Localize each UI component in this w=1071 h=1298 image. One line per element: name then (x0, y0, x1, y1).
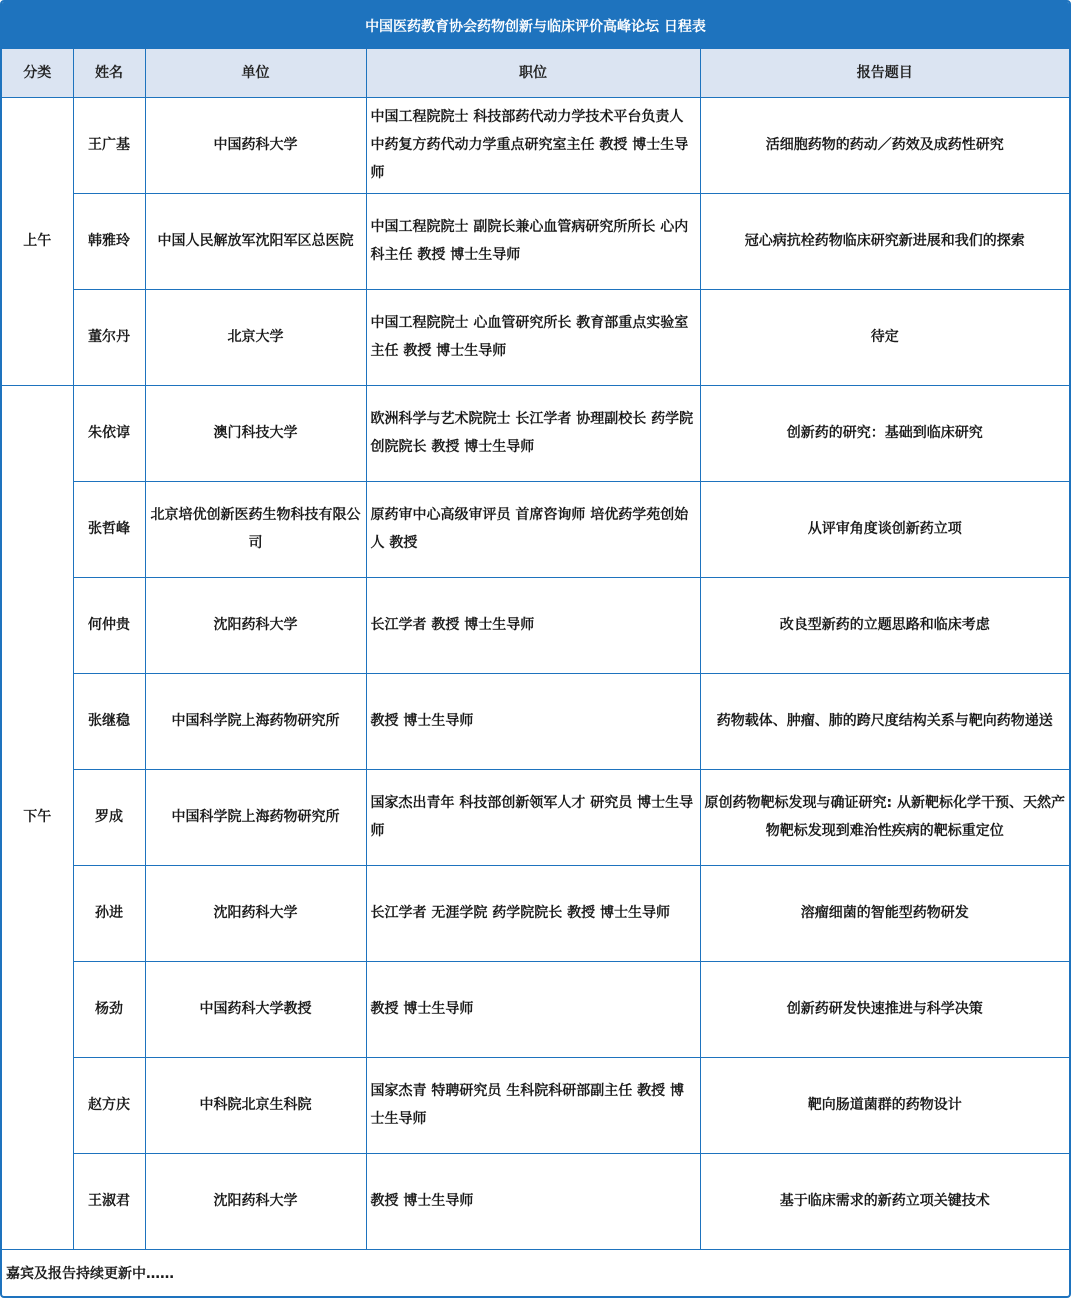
speaker-position: 中国工程院院士 副院长兼心血管病研究所所长 心内科主任 教授 博士生导师 (366, 193, 700, 289)
speaker-name: 韩雅玲 (73, 193, 145, 289)
table-row (2, 1057, 1069, 1153)
speaker-name: 孙进 (73, 865, 145, 961)
speaker-position: 长江学者 无涯学院 药学院院长 教授 博士生导师 (366, 865, 700, 961)
speaker-unit: 中国药科大学 (145, 97, 366, 193)
speaker-unit: 中国科学院上海药物研究所 (145, 673, 366, 769)
session-morning: 上午 (2, 97, 73, 385)
footer-note: 嘉宾及报告持续更新中…… (2, 1249, 1069, 1298)
speaker-position: 国家杰青 特聘研究员 生科院科研部副主任 教授 博士生导师 (366, 1057, 700, 1153)
report-topic: 靶向肠道菌群的药物设计 (700, 1057, 1069, 1153)
schedule-title: 中国医药教育协会药物创新与临床评价高峰论坛 日程表 (2, 2, 1069, 49)
speaker-unit: 中国药科大学教授 (145, 961, 366, 1057)
speaker-position: 教授 博士生导师 (366, 673, 700, 769)
speaker-unit: 沈阳药科大学 (145, 1153, 366, 1249)
footer-row (2, 1249, 1069, 1298)
speaker-name: 王广基 (73, 97, 145, 193)
header-topic: 报告题目 (700, 49, 1069, 97)
speaker-position: 中国工程院院士 心血管研究所长 教育部重点实验室主任 教授 博士生导师 (366, 289, 700, 385)
table-row (2, 769, 1069, 865)
speaker-unit: 北京培优创新医药生物科技有限公司 (145, 481, 366, 577)
speaker-name: 张继稳 (73, 673, 145, 769)
speaker-unit: 中科院北京生科院 (145, 1057, 366, 1153)
speaker-position: 原药审中心高级审评员 首席咨询师 培优药学苑创始人 教授 (366, 481, 700, 577)
speaker-name: 董尔丹 (73, 289, 145, 385)
speaker-name: 罗成 (73, 769, 145, 865)
table-row (2, 385, 1069, 481)
report-topic: 创新药研发快速推进与科学决策 (700, 961, 1069, 1057)
table-row (2, 865, 1069, 961)
speaker-unit: 中国科学院上海药物研究所 (145, 769, 366, 865)
header-position: 职位 (366, 49, 700, 97)
table-row (2, 97, 1069, 193)
speaker-position: 欧洲科学与艺术院院士 长江学者 协理副校长 药学院创院院长 教授 博士生导师 (366, 385, 700, 481)
report-topic: 改良型新药的立题思路和临床考虑 (700, 577, 1069, 673)
report-topic: 溶瘤细菌的智能型药物研发 (700, 865, 1069, 961)
speaker-name: 何仲贵 (73, 577, 145, 673)
report-topic: 冠心病抗栓药物临床研究新进展和我们的探索 (700, 193, 1069, 289)
table-row (2, 961, 1069, 1057)
report-topic: 原创药物靶标发现与确证研究: 从新靶标化学干预、天然产物靶标发现到难治性疾病的靶标重定位 (700, 769, 1069, 865)
speaker-name: 张哲峰 (73, 481, 145, 577)
header-category: 分类 (2, 49, 73, 97)
schedule-table (2, 49, 1069, 1298)
speaker-unit: 澳门科技大学 (145, 385, 366, 481)
report-topic: 待定 (700, 289, 1069, 385)
speaker-position: 教授 博士生导师 (366, 1153, 700, 1249)
header-name: 姓名 (73, 49, 145, 97)
table-row (2, 577, 1069, 673)
table-header-row (2, 49, 1069, 97)
speaker-name: 朱依谆 (73, 385, 145, 481)
report-topic: 活细胞药物的药动／药效及成药性研究 (700, 97, 1069, 193)
table-row (2, 673, 1069, 769)
speaker-unit: 沈阳药科大学 (145, 865, 366, 961)
speaker-position: 长江学者 教授 博士生导师 (366, 577, 700, 673)
session-afternoon: 下午 (2, 385, 73, 1249)
report-topic: 创新药的研究：基础到临床研究 (700, 385, 1069, 481)
speaker-name: 赵方庆 (73, 1057, 145, 1153)
speaker-unit: 中国人民解放军沈阳军区总医院 (145, 193, 366, 289)
speaker-unit: 沈阳药科大学 (145, 577, 366, 673)
speaker-position: 国家杰出青年 科技部创新领军人才 研究员 博士生导师 (366, 769, 700, 865)
table-row (2, 1153, 1069, 1249)
speaker-position: 中国工程院院士 科技部药代动力学技术平台负责人 中药复方药代动力学重点研究室主任 教授 博士生导师 (366, 97, 700, 193)
speaker-position: 教授 博士生导师 (366, 961, 700, 1057)
report-topic: 药物载体、肿瘤、肺的跨尺度结构关系与靶向药物递送 (700, 673, 1069, 769)
report-topic: 从评审角度谈创新药立项 (700, 481, 1069, 577)
speaker-name: 杨劲 (73, 961, 145, 1057)
speaker-unit: 北京大学 (145, 289, 366, 385)
report-topic: 基于临床需求的新药立项关键技术 (700, 1153, 1069, 1249)
speaker-name: 王淑君 (73, 1153, 145, 1249)
table-row (2, 289, 1069, 385)
table-row (2, 193, 1069, 289)
table-row (2, 481, 1069, 577)
header-unit: 单位 (145, 49, 366, 97)
